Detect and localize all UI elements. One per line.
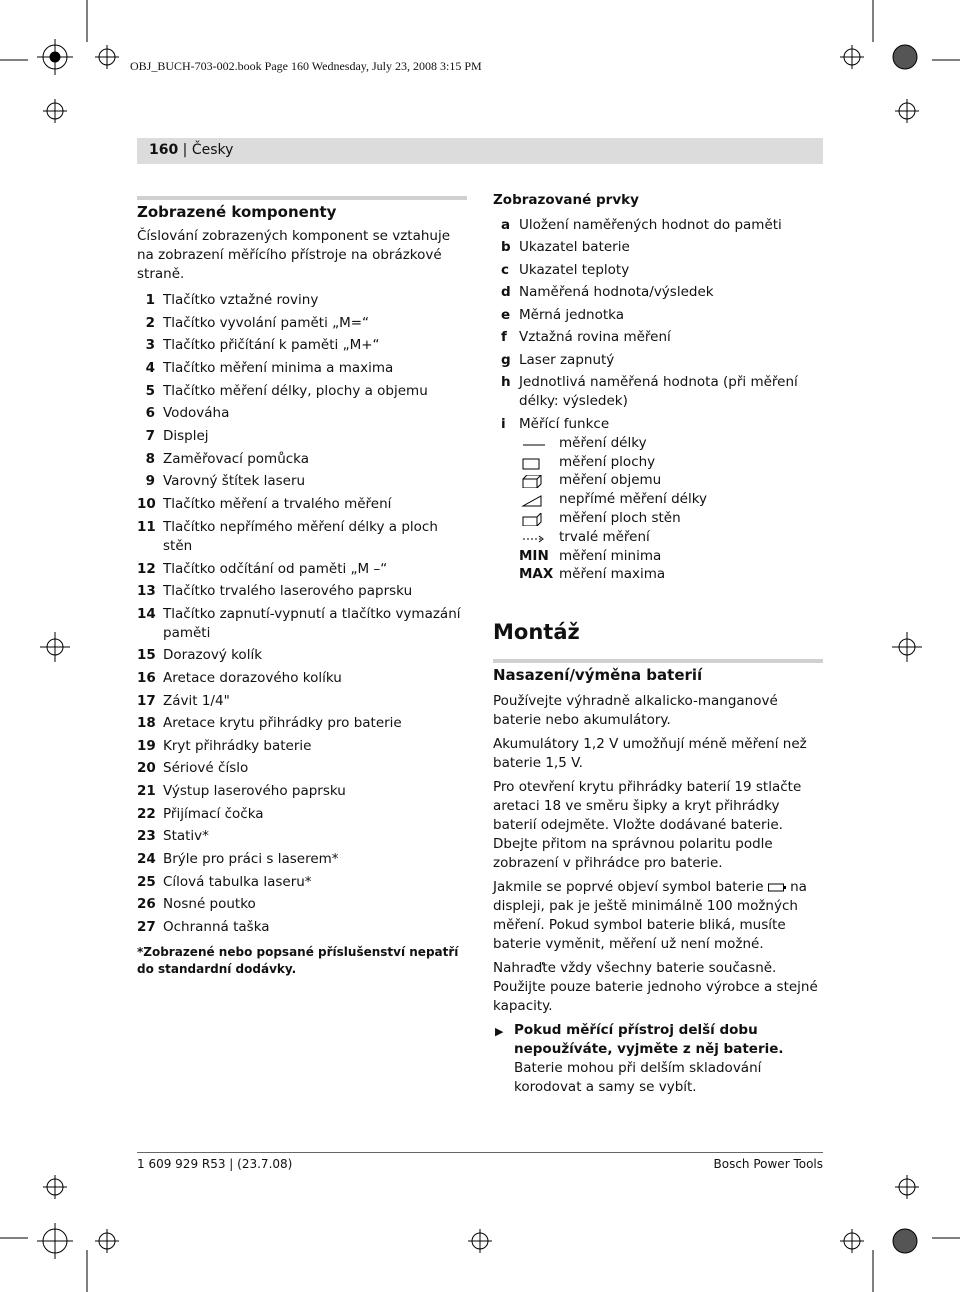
function-text: trvalé měření: [559, 529, 650, 545]
display-key: f: [501, 329, 507, 345]
display-key: h: [501, 374, 511, 390]
footer-left: 1 609 929 R53 | (23.7.08): [137, 1157, 293, 1171]
display-text: Laser zapnutý: [519, 352, 615, 368]
component-text: Tlačítko měření a trvalého měření: [163, 496, 392, 512]
assembly-subtitle: Nasazení/výměna baterií: [493, 666, 703, 684]
component-text: Varovný štítek laseru: [163, 473, 306, 489]
length-icon: [519, 438, 553, 451]
section-rule: [493, 659, 823, 663]
component-text: Tlačítko odčítání od paměti „M –“: [163, 561, 388, 577]
component-number: 22: [137, 806, 156, 822]
battery-icon: [768, 883, 786, 892]
component-number: 25: [137, 874, 156, 890]
area-icon: [519, 457, 553, 470]
component-text: Kryt přihrádky baterie: [163, 738, 312, 754]
components-title: Zobrazené komponenty: [137, 203, 337, 221]
page-language: Česky: [191, 142, 234, 158]
component-text: Přijímací čočka: [163, 806, 264, 822]
components-intro: Číslování zobrazených komponent se vztahuje na zobrazení měřícího přístroje na obrázkové straně.: [137, 228, 451, 282]
display-key: a: [501, 217, 511, 233]
function-text: měření minima: [559, 548, 662, 564]
component-number: 9: [145, 473, 155, 489]
component-number: 4: [145, 360, 155, 376]
display-key: b: [501, 239, 511, 255]
function-text: měření ploch stěn: [559, 510, 681, 526]
component-number: 27: [137, 919, 156, 935]
component-text: Displej: [163, 428, 209, 444]
display-text: Jednotlivá naměřená hodnota (při měření délky: výsledek): [519, 374, 798, 409]
component-text: Tlačítko nepřímého měření délky a ploch stěn: [163, 519, 438, 554]
display-key: i: [501, 416, 506, 432]
component-text: Brýle pro práci s laserem*: [163, 851, 339, 867]
component-number: 10: [137, 496, 156, 512]
component-number: 2: [145, 315, 155, 331]
section-rule: [137, 196, 467, 200]
function-text: měření objemu: [559, 472, 662, 488]
component-text: Výstup laserového paprsku: [163, 783, 346, 799]
assembly-p4: [493, 878, 823, 954]
component-text: Závit 1/4": [163, 693, 230, 709]
component-number: 26: [137, 896, 156, 912]
component-text: Tlačítko trvalého laserového paprsku: [163, 583, 413, 599]
display-text: Ukazatel baterie: [519, 239, 630, 255]
component-number: 8: [145, 451, 155, 467]
display-key: c: [501, 262, 510, 278]
display-text: Vztažná rovina měření: [519, 329, 671, 345]
display-text: Naměřená hodnota/výsledek: [519, 284, 714, 300]
function-abbr: MAX: [519, 566, 554, 582]
component-number: 7: [145, 428, 155, 444]
footer-right: Bosch Power Tools: [713, 1157, 823, 1171]
warning-bold: Pokud měřící přístroj delší dobu nepoužíváte, vyjměte z něj baterie.: [514, 1022, 784, 1057]
function-text: měření maxima: [559, 566, 666, 582]
display-key: d: [501, 284, 511, 300]
component-text: Tlačítko zapnutí-vypnutí a tlačítko vymazání paměti: [163, 606, 461, 641]
component-text: Zaměřovací pomůcka: [163, 451, 310, 467]
component-number: 3: [145, 337, 155, 353]
assembly-p4b: na displeji, pak je ještě minimálně 100 možných měření. Pokud symbol baterie bliká, musíte baterie vyměnit, měření už není možné.: [493, 879, 807, 952]
component-text: Dorazový kolík: [163, 647, 263, 663]
function-text: měření plochy: [559, 454, 656, 470]
component-number: 15: [137, 647, 156, 663]
display-key: g: [501, 352, 511, 368]
assembly-p3: Pro otevření krytu přihrádky baterií 19 stlačte aretaci 18 ve směru šipky a kryt přihrádky baterií odejměte. Vložte dodávané baterie. Dbejte přitom na správnou polaritu podle zobrazení v přihrádce pro baterie.: [493, 779, 802, 871]
assembly-p4a: Jakmile se poprvé objeví symbol baterie: [493, 879, 764, 895]
display-text: Měřící funkce: [519, 416, 610, 432]
function-item: [519, 547, 819, 566]
component-number: 21: [137, 783, 156, 799]
component-number: 16: [137, 670, 156, 686]
function-item: [519, 453, 819, 472]
function-item: [519, 471, 819, 490]
function-item: [519, 565, 819, 584]
component-text: Nosné poutko: [163, 896, 256, 912]
component-number: 17: [137, 693, 156, 709]
component-number: 20: [137, 760, 156, 776]
component-text: Tlačítko měření délky, plochy a objemu: [163, 383, 428, 399]
component-text: Cílová tabulka laseru*: [163, 874, 312, 890]
component-number: 18: [137, 715, 156, 731]
component-text: Sériové číslo: [163, 760, 249, 776]
print-header: OBJ_BUCH-703-002.book Page 160 Wednesday, July 23, 2008 3:15 PM: [130, 59, 482, 73]
display-key: e: [501, 307, 511, 323]
display-title: Zobrazované prvky: [493, 192, 639, 208]
component-text: Vodováha: [163, 405, 230, 421]
component-number: 24: [137, 851, 156, 867]
display-text: Měrná jednotka: [519, 307, 624, 323]
components-footnote: *Zobrazené nebo popsané příslušenství nepatří do standardní dodávky.: [137, 945, 459, 976]
page-header-bar: 160 | Česky: [137, 138, 823, 164]
component-number: 13: [137, 583, 156, 599]
display-text: Ukazatel teploty: [519, 262, 630, 278]
component-number: 1: [145, 292, 155, 308]
component-text: Aretace krytu přihrádky pro baterie: [163, 715, 402, 731]
page-number: 160: [149, 142, 179, 158]
display-text: Uložení naměřených hodnot do paměti: [519, 217, 782, 233]
component-number: 6: [145, 405, 155, 421]
component-text: Tlačítko měření minima a maxima: [163, 360, 394, 376]
function-abbr: MIN: [519, 548, 549, 564]
function-item: [519, 434, 819, 453]
component-text: Tlačítko vyvolání paměti „M=“: [163, 315, 370, 331]
component-number: 23: [137, 828, 156, 844]
function-item: [519, 528, 819, 547]
function-text: měření délky: [559, 435, 647, 451]
function-item: [519, 490, 819, 509]
assembly-p1: Používejte výhradně alkalicko-manganové baterie nebo akumulátory.: [493, 693, 778, 728]
wall-area-icon: [519, 513, 553, 526]
assembly-warning: [514, 1021, 824, 1097]
continuous-icon: [519, 532, 553, 545]
component-number: 11: [137, 519, 156, 535]
assembly-title: Montáž: [493, 620, 580, 644]
indirect-length-icon: [519, 494, 553, 507]
volume-icon: [519, 475, 553, 488]
bullet-arrow-icon: ▶: [495, 1025, 504, 1038]
component-number: 19: [137, 738, 156, 754]
component-text: Tlačítko přičítání k paměti „M+“: [163, 337, 380, 353]
function-text: nepřímé měření délky: [559, 491, 708, 507]
assembly-p5: Nahraďte vždy všechny baterie současně. Použijte pouze baterie jednoho výrobce a stejné kapacity.: [493, 960, 818, 1014]
assembly-p2: Akumulátory 1,2 V umožňují méně měření než baterie 1,5 V.: [493, 736, 807, 771]
component-text: Aretace dorazového kolíku: [163, 670, 342, 686]
function-item: [519, 509, 819, 528]
component-text: Stativ*: [163, 828, 209, 844]
footer-rule: [137, 1152, 823, 1153]
component-number: 14: [137, 606, 156, 622]
warning-rest: Baterie mohou při delším skladování korodovat a samy se vybít.: [514, 1060, 762, 1095]
component-number: 5: [145, 383, 155, 399]
component-text: Tlačítko vztažné roviny: [163, 292, 319, 308]
component-number: 12: [137, 561, 156, 577]
component-text: Ochranná taška: [163, 919, 270, 935]
